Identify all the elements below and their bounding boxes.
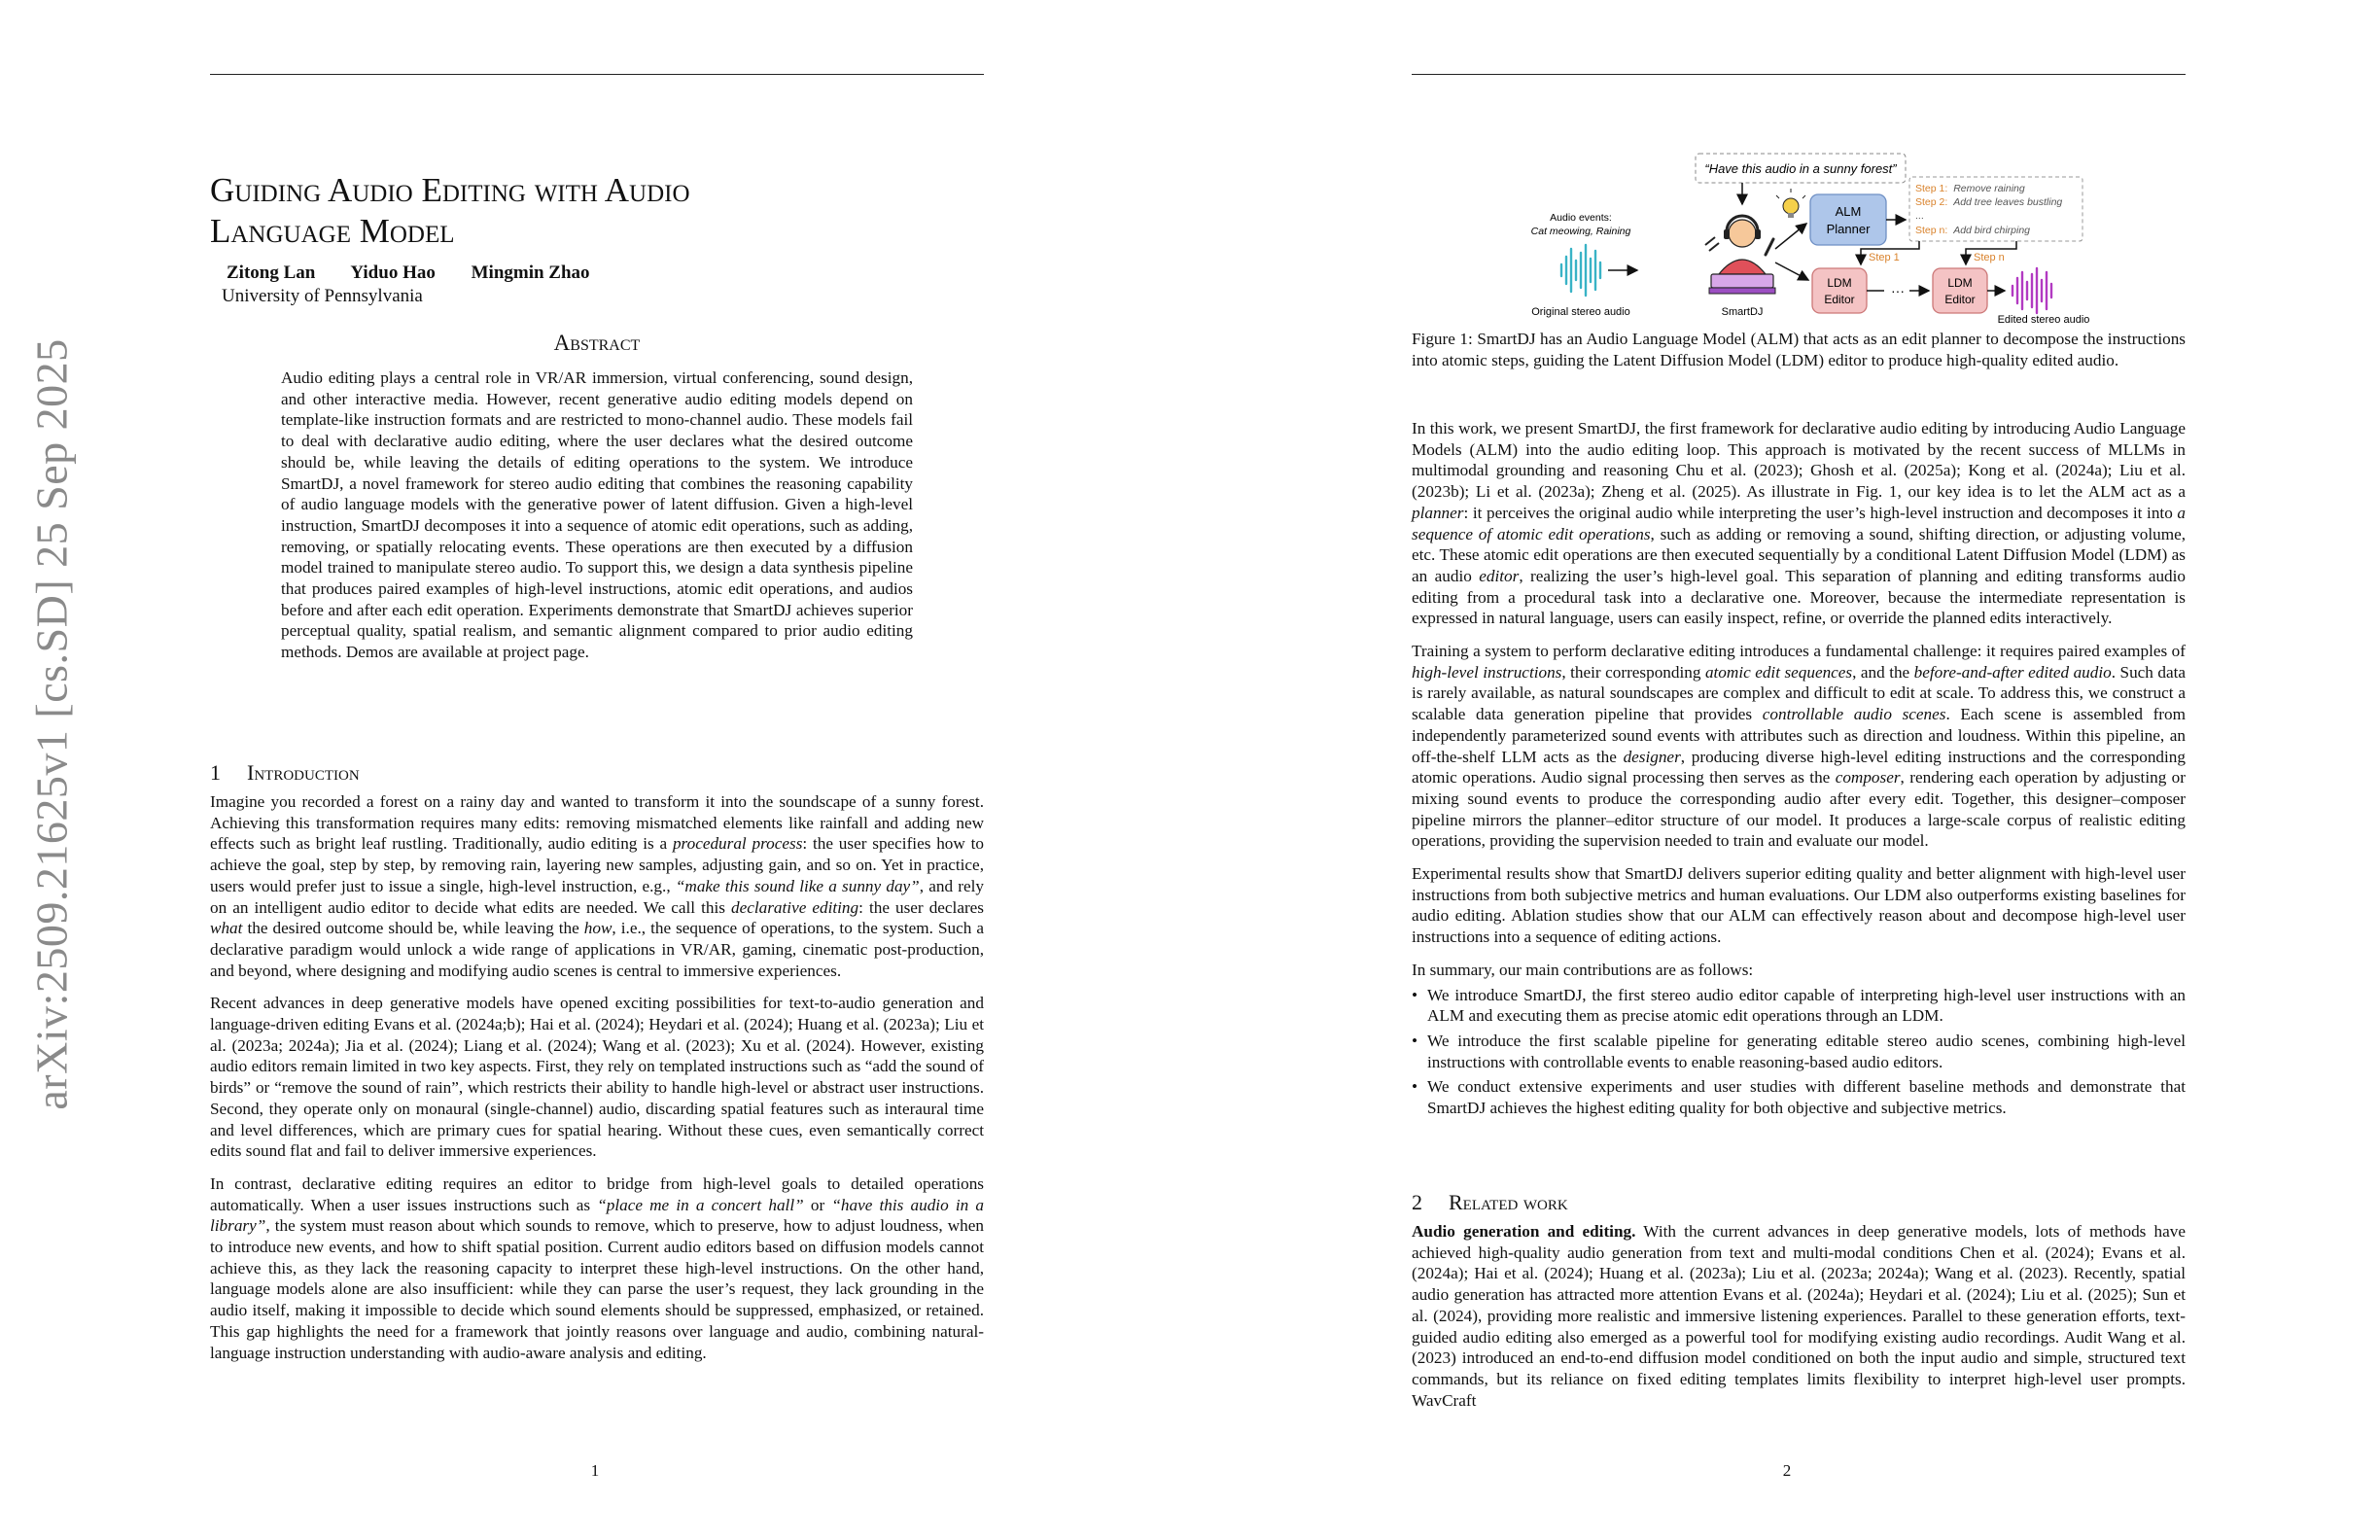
section-heading-related-work <box>1412 1190 1568 1215</box>
figure-1 <box>1511 148 2094 325</box>
paragraph: In contrast, declarative editing requires an editor to bridge from high-level goals to detailed operations automatically. When a user issues instructions such as “place me in a concert hall” or “have this audio in a library”, the system must reason about which sounds to remove, which to preserve, how to adjust loudness, when to introduce new events, and how to shift spatial position. Current audio editors based on diffusion models cannot achieve this, as they lack the reasoning capacity to interpret these high-level instructions. On the other hand, language models alone are also insufficient: while they can parse the user’s request, they lack grounding in the audio itself, making it impossible to decide which sound elements should be suppressed, emphasized, or retained. This gap highlights the need for a framework that jointly reasons over language and audio, combining natural-language instruction understanding with audio-aware analysis and editing. <box>210 1173 984 1362</box>
prompt-text: “Have this audio in a sunny forest” <box>1704 161 1897 176</box>
ldm-editor-box <box>1812 268 1867 313</box>
header-rule <box>210 74 984 75</box>
section-title: Introduction <box>247 760 360 785</box>
contribution-list <box>1412 985 2186 1119</box>
section-title: Related work <box>1449 1190 1568 1214</box>
edited-audio-label: Edited stereo audio <box>1997 314 2090 325</box>
header-rule <box>1412 74 2186 75</box>
author-name: Yiduo Hao <box>350 262 436 283</box>
original-waveform-icon <box>1561 245 1600 296</box>
page-2-body <box>1412 418 2186 1131</box>
alm-planner-box <box>1810 194 1886 245</box>
step-2-line: Step 2: Add tree leaves bustling <box>1915 196 2063 208</box>
arxiv-identifier: arXiv:2509.21625v1 [cs.SD] 25 Sep 2025 <box>26 338 77 1110</box>
smartdj-dj-icon <box>1705 216 1775 294</box>
section-number: 2 <box>1412 1190 1422 1214</box>
list-item: • We introduce SmartDJ, the first stereo audio editor capable of interpreting high-level user instructions with an ALM and executing them as precise atomic edit operations through an LDM. <box>1427 985 2186 1027</box>
ldm-editor-box <box>1933 268 1987 313</box>
figure-1-caption: Figure 1: SmartDJ has an Audio Language Model (ALM) that acts as an edit planner to decompose the instructions into atomic steps, guiding the Latent Diffusion Model (LDM) editor to produce high-quality edited audio. <box>1412 330 2186 369</box>
ldm-label-2: Editor <box>1944 293 1976 306</box>
page-number: 1 <box>590 1461 600 1480</box>
paragraph: In this work, we present SmartDJ, the first framework for declarative audio editing by introducing Audio Language Models (ALM) into the audio editing loop. This approach is motivated by the recent success of MLLMs in multimodal grounding and reasoning Chu et al. (2023); Ghosh et al. (2025a); Kong et al. (2024a); Liu et al. (2023b); Li et al. (2023a); Zheng et al. (2025). As illustrate in Fig. 1, our key idea is to let the ALM act as a planner: it perceives the original audio while interpreting the user’s high-level instruction and decomposes it into a sequence of atomic edit operations, such as adding or removing a sound, shifting direction, or adjusting volume, etc. These atomic edit operations are then executed sequentially by a conditional Latent Diffusion Model (LDM) as an audio editor, realizing the user’s high-level goal. This separation of planning and editing transforms audio editing from a procedural task into a declarative one. Moreover, because the intermediate representation is expressed in natural language, users can easily inspect, refine, or override the planned edits interactively. <box>1412 419 2186 628</box>
abstract-heading: Abstract <box>553 331 641 355</box>
paragraph: Imagine you recorded a forest on a rainy day and wanted to transform it into the soundscape of a sunny forest. Achieving this transformation requires many edits: removing mismatched elements like rainfall and adding new effects such as bright leaf rustling. Traditionally, audio editing is a procedural process: the user specifies how to achieve the goal, step by step, by removing rain, layering new samples, adjusting gain, and so on. Yet in practice, users would prefer just to issue a single, high-level instruction, e.g., “make this sound like a sunny day”, and rely on an intelligent audio editor to decide what edits are needed. We call this declarative editing: the user declares what the desired outcome should be, while leaving the how, i.e., the sequence of operations, to the system. Such a declarative paradigm would unlock a wide range of applications in VR/AR, gaming, cinematic post-production, and beyond, where designing and modifying audio scenes is central to immersive experiences. <box>210 792 984 980</box>
audio-events-label: Audio events: <box>1550 212 1612 224</box>
list-item: • We introduce the first scalable pipeline for generating editable stereo audio scenes, combining high-level instructions with controllable events to enable reasoning-based audio editors. <box>1427 1031 2186 1072</box>
author-name: Mingmin Zhao <box>471 262 590 283</box>
abstract-text: Audio editing plays a central role in VR/AR immersion, virtual conferencing, sound design, and other interactive media. However, recent generative audio editing models depend on template-like instruction formats and are restricted to mono-channel audio. These models fail to deal with declarative audio editing, where the user declares what the desired outcome should be, while leaving the details of editing operations to the system. We introduce SmartDJ, a novel framework for stereo audio editing that combines the reasoning capability of audio language models with the generative power of latent diffusion. Given a high-level instruction, SmartDJ decomposes it into a sequence of atomic edit operations, such as adding, removing, or spatially relocating events. These operations are then executed by a diffusion model trained to manipulate stereo audio. To support this, we design a data synthesis pipeline that produces paired examples of high-level instructions, atomic edit operations, and audios before and after each edit operation. Experiments demonstrate that SmartDJ achieves superior perceptual quality, spatial realism, and semantic alignment compared to prior audio editing methods. Demos are available at project page. <box>281 368 913 662</box>
page-number: 2 <box>1782 1461 1792 1480</box>
ldm-label-1: LDM <box>1947 276 1973 290</box>
related-work-body <box>1412 1221 2186 1422</box>
original-audio-label: Original stereo audio <box>1531 306 1630 318</box>
ldm-label-2: Editor <box>1824 293 1855 306</box>
to-alm-arrow <box>1775 224 1806 249</box>
lightbulb-icon <box>1776 189 1805 218</box>
title-line-1: Guiding Audio Editing with Audio <box>210 171 690 210</box>
paragraph: Training a system to perform declarative editing introduces a fundamental challenge: it requires paired examples of high-level instructions, their corresponding atomic edit sequences, and the before-and-after edited audio. Such data is rarely available, as natural soundscapes are complex and difficult to edit at scale. To address this, we construct a scalable data generation pipeline that provides controllable audio scenes. Each scene is assembled from independently parameterized sound events with attributes such as direction and loudness. Within this pipeline, an off-the-shelf LLM acts as the designer, producing diverse high-level editing instructions and the corresponding atomic operations. Audio signal processing then serves as the composer, rendering each operation by adjusting or mixing sound events to produce the corresponding audio after every edit. Together, this designer–composer pipeline mirrors the planner–editor structure of our model. It produces a large-scale corpus of realistic editing operations, providing the supervision needed to train and evaluate our model. <box>1412 642 2187 851</box>
step-1-arrow-label: Step 1 <box>1869 252 1900 263</box>
section-number: 1 <box>210 760 221 785</box>
page-2 <box>1190 0 2380 1540</box>
section-heading-introduction <box>210 760 360 786</box>
paragraph: Audio generation and editing. With the current advances in deep generative models, lots of methods have achieved high-quality audio generation from text and multi-modal conditions Chen et al. (2024); Evans et al. (2024a); Hai et al. (2024); Huang et al. (2023a); Liu et al. (2023a; 2024a); Wang et al. (2023). Recently, spatial audio generation has attracted more attention Evans et al. (2024a); Heydari et al. (2024); Liu et al. (2025); Sun et al. (2024), providing more realistic and immersive listening experiences. Parallel to these generation efforts, text-guided audio editing also emerged as a powerful tool for modifying existing audio recordings. Audit Wang et al. (2023) introduced an end-to-end diffusion model conditioned on both the input audio and simple, structured text commands, but its reliance on fixed editing templates limits flexibility to interpret high-level user prompts. WavCraft <box>1412 1222 2186 1410</box>
alm-label-1: ALM <box>1835 204 1862 219</box>
steps-ellipsis: ... <box>1915 210 1924 222</box>
alm-label-2: Planner <box>1826 222 1871 236</box>
figure-1-diagram <box>1511 148 2094 325</box>
smartdj-label: SmartDJ <box>1721 306 1764 318</box>
step-n-line: Step n: Add bird chirping <box>1915 225 2030 236</box>
audio-events-list: Cat meowing, Raining <box>1530 226 1631 237</box>
step-n-arrow-label: Step n <box>1974 252 2005 263</box>
to-ldm-arrow <box>1775 262 1808 280</box>
introduction-body <box>210 791 984 1375</box>
paragraph: Recent advances in deep generative models have opened exciting possibilities for text-to-audio generation and language-driven editing Evans et al. (2024a;b); Hai et al. (2024); Heydari et al. (2024); Huang et al. (2023a); Liu et al. (2023a; 2024a); Jia et al. (2024); Liang et al. (2024); Wang et al. (2023); Xu et al. (2024). However, existing audio editors remain limited in two key aspects. First, they rely on templated instructions such as “add the sound of birds” or “remove the sound of rain”, which restricts their ability to handle high-level or abstract user instructions. Second, they operate only on monaural (single-channel) audio, discarding spatial features such as interaural time and level differences, which are primary cues for spatial hearing. Without these cues, even semantically correct edits sound flat and fail to deliver immersive experiences. <box>210 994 984 1161</box>
author-list <box>227 262 621 284</box>
author-name: Zitong Lan <box>227 262 316 283</box>
affiliation: University of Pennsylvania <box>222 286 423 306</box>
run-in-heading: Audio generation and editing. <box>1412 1222 1636 1241</box>
title-line-2: Language Model <box>210 212 455 251</box>
paragraph: Experimental results show that SmartDJ delivers superior editing quality and better alignment with high-level user instructions from both subjective metrics and human evaluations. Our LDM also outperforms existing baselines for audio editing. Ablation studies show that our ALM can effectively reason about and decompose high-level user instructions into a sequence of editing actions. <box>1412 864 2186 947</box>
ldm-label-1: LDM <box>1827 276 1852 290</box>
step-1-line: Step 1: Remove raining <box>1915 183 2025 194</box>
edited-waveform-icon <box>2012 268 2051 313</box>
chain-dots: ··· <box>1891 283 1905 298</box>
list-item: • We conduct extensive experiments and user studies with different baseline methods and demonstrate that SmartDJ achieves the highest editing quality for both objective and subjective metrics. <box>1427 1076 2186 1118</box>
paragraph: In summary, our main contributions are as follows: <box>1412 960 1754 979</box>
paper-title <box>210 170 949 252</box>
